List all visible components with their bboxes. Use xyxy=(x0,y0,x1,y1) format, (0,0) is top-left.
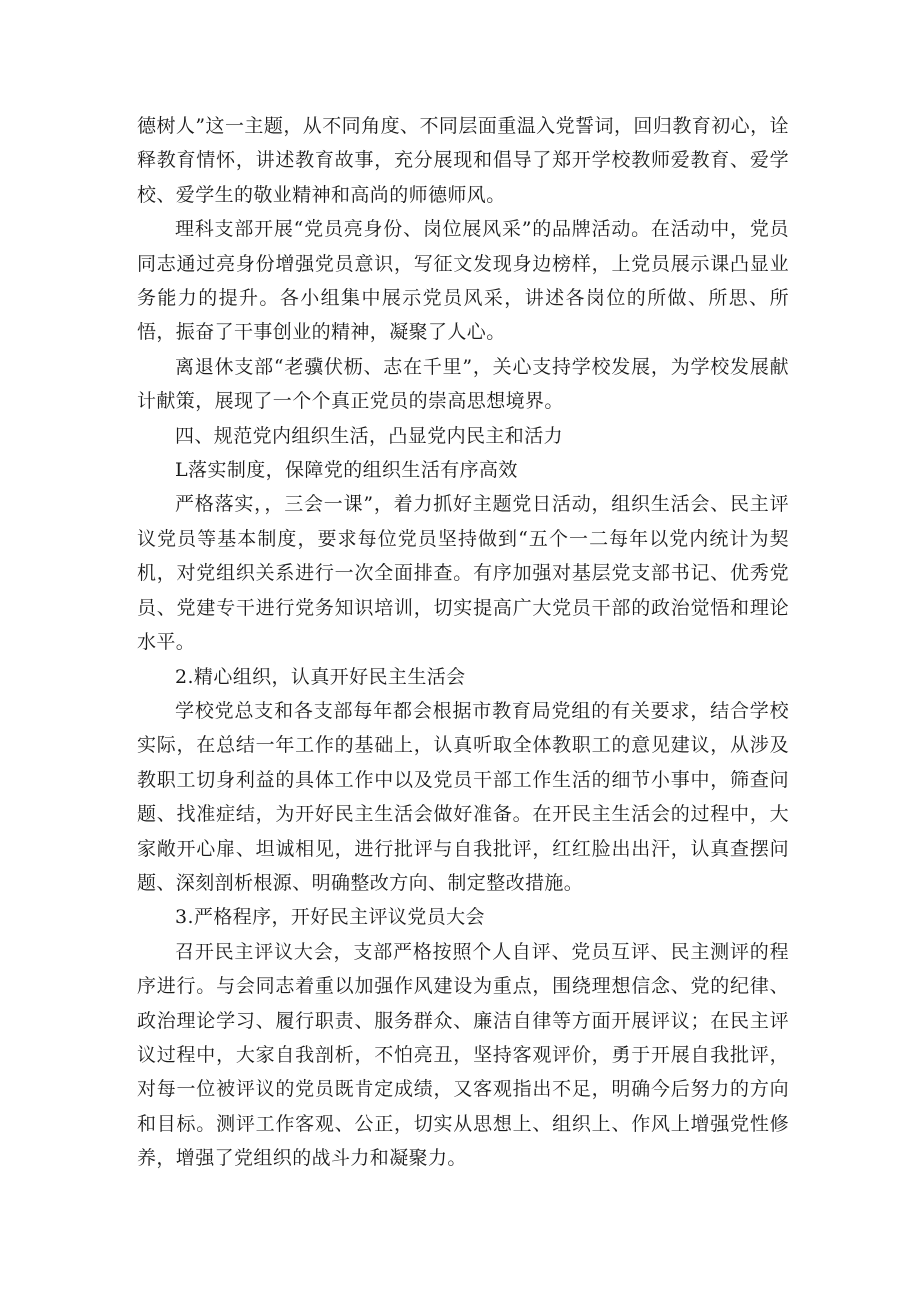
subheading-one: L落实制度，保障党的组织生活有序高效 xyxy=(175,459,518,482)
section-heading-four: 四、规范党内组织生活，凸显党内民主和活力 xyxy=(175,424,564,447)
document-page xyxy=(137,109,789,1176)
paragraph-science-branch: 理科支部开展“党员亮身份、岗位展风采”的品牌活动。在活动中，党员同志通过亮身份增强党员意识，写征文发现身边榜样，上党员展示课凸显业务能力的提升。各小组集中展示党员风采，讲述各岗位的所做、所思、所悟，振奋了干事创业的精神，凝聚了人心。 xyxy=(137,218,789,344)
subheading-two: 2.精心组织，认真开好民主生活会 xyxy=(175,665,466,688)
paragraph-continuation: 德树人”这一主题，从不同角度、不同层面重温入党誓词，回归教育初心，诠释教育情怀，讲述教育故事，充分展现和倡导了郑开学校教师爱教育、爱学校、爱学生的敬业精神和高尚的师德师风。 xyxy=(137,115,789,206)
paragraph-retired-branch: 离退休支部“老骥伏枥、志在千里”，关心支持学校发展，为学校发展献计献策，展现了一个个真正党员的崇高思想境界。 xyxy=(137,355,789,413)
subheading-three: 3.严格程序，开好民主评议党员大会 xyxy=(175,906,485,929)
paragraph-democratic-life-meeting: 学校党总支和各支部每年都会根据市教育局党组的有关要求，结合学校实际，在总结一年工作的基础上，认真听取全体教职工的意见建议，从涉及教职工切身利益的具体工作中以及党员干部工作生活的细节小事中，筛查问题、找准症结，为开好民主生活会做好准备。在开民主生活会的过程中，大家敞开心扉、坦诚相见，进行批评与自我批评，红红脸出出汗，认真查摆问题、深刻剖析根源、明确整改方向、制定整改措施。 xyxy=(137,699,789,894)
paragraph-implement-system: 严格落实，，三会一课”，着力抓好主题党日活动，组织生活会、民主评议党员等基本制度，要求每位党员坚持做到“五个一二每年以党内统计为契机，对党组织关系进行一次全面排查。有序加强对基层党支部书记、优秀党员、党建专干进行党务知识培训，切实提高广大党员干部的政治觉悟和理论水平。 xyxy=(137,493,789,654)
paragraph-democratic-evaluation: 召开民主评议大会，支部严格按照个人自评、党员互评、民主测评的程序进行。与会同志着重以加强作风建设为重点，围绕理想信念、党的纪律、政治理论学习、履行职责、服务群众、廉洁自律等方面开展评议；在民主评议过程中，大家自我剖析，不怕亮丑，坚持客观评价，勇于开展自我批评，对每一位被评议的党员既肯定成绩，又客观指出不足，明确今后努力的方向和目标。测评工作客观、公正，切实从思想上、组织上、作风上增强党性修养，增强了党组织的战斗力和凝聚力。 xyxy=(137,940,789,1170)
